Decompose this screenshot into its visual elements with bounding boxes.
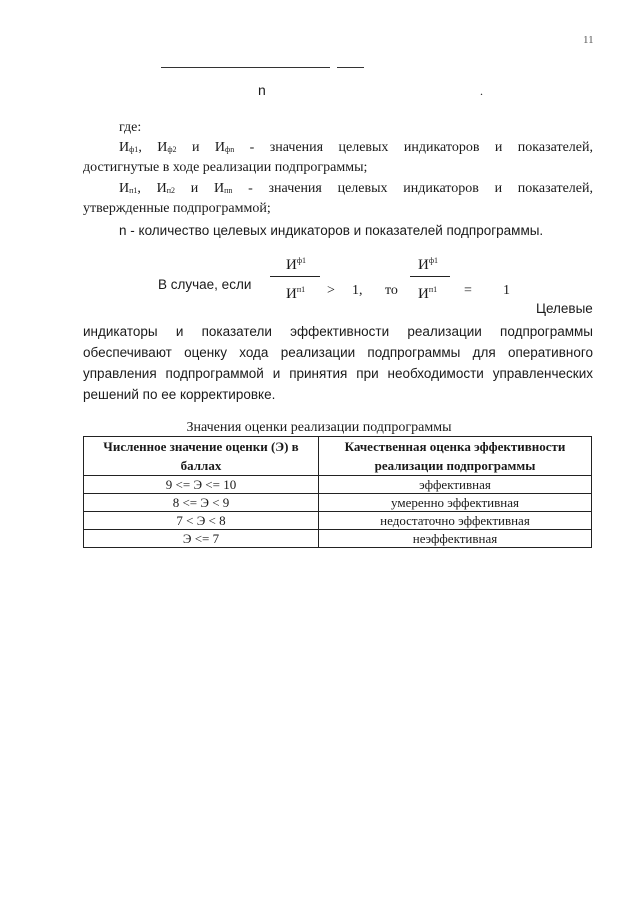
header-rule [161, 67, 330, 68]
table-row [84, 530, 592, 548]
formula-fragment-dot: . [480, 84, 483, 98]
fact-definition-line1: $И_{ф1}$, $И_{ф2}$ и $И_{фn}$ - значения целевых индикаторов и показателей, [119, 140, 593, 155]
fraction-fact-over-plan-2 [410, 256, 450, 303]
fraction-numerator: $И^{ф1}$ [286, 256, 307, 273]
score-rating-cell: умеренно эффективная [319, 494, 592, 512]
page-number: 11 [583, 34, 594, 46]
score-rating-cell: неэффективная [319, 530, 592, 548]
table-row [84, 476, 592, 494]
conclusion-line-1: индикаторы и показатели эффективности реализации подпрограммы [83, 324, 593, 339]
fraction-numerator: $И^{ф1}$ [418, 256, 439, 273]
conclusion-line-2: обеспечивают оценку хода реализации подпрограммы для оперативного [83, 345, 593, 360]
score-range-cell: 9 <= Э <= 10 [84, 476, 319, 494]
table-row [84, 494, 592, 512]
condition-prefix: В случае, если [158, 277, 252, 292]
score-range-cell: Э <= 7 [84, 530, 319, 548]
value-one-result: 1 [503, 283, 510, 298]
n-definition: n - количество целевых индикаторов и показателей подпрограммы. [119, 223, 544, 238]
score-range-cell: 8 <= Э < 9 [84, 494, 319, 512]
conclusion-line-4: решений по ее корректировке. [83, 387, 276, 402]
fraction-denominator: $И^{п1}$ [286, 285, 306, 302]
plan-definition-line1: $И_{п1}$, $И_{п2}$ и $И_{пn}$ - значения целевых индикаторов и показателей, [119, 181, 593, 196]
equals-sign: = [464, 283, 472, 298]
fraction-bar [410, 276, 450, 277]
header-rule-short [337, 67, 364, 68]
evaluation-table [83, 436, 592, 548]
then-word: то [385, 283, 398, 298]
fraction-denominator: $И^{п1}$ [418, 285, 438, 302]
table-header-row [84, 437, 592, 476]
header-qualitative-score: Качественная оценка эффективности реализации подпрограммы [319, 437, 592, 476]
table-title: Значения оценки реализации подпрограммы [186, 420, 452, 435]
header-numeric-score: Численное значение оценки (Э) в баллах [84, 437, 319, 476]
plan-definition-line2: утвержденные подпрограммой; [83, 201, 271, 216]
conclusion-line-3: управления подпрограммой и принятия при необходимости управленческих [83, 366, 593, 381]
fact-definition-line2: достигнутые в ходе реализации подпрограммы; [83, 160, 368, 175]
table-row [84, 512, 592, 530]
conclusion-start-word: Целевые [536, 301, 593, 316]
score-rating-cell: эффективная [319, 476, 592, 494]
fraction-fact-over-plan-1 [270, 256, 320, 303]
score-rating-cell: недостаточно эффективная [319, 512, 592, 530]
score-range-cell: 7 < Э < 8 [84, 512, 319, 530]
greater-than-sign: > [327, 283, 335, 298]
where-label: где: [119, 120, 142, 135]
value-one: 1, [352, 283, 363, 298]
formula-fragment-n: n [258, 82, 266, 98]
fraction-bar [270, 276, 320, 277]
